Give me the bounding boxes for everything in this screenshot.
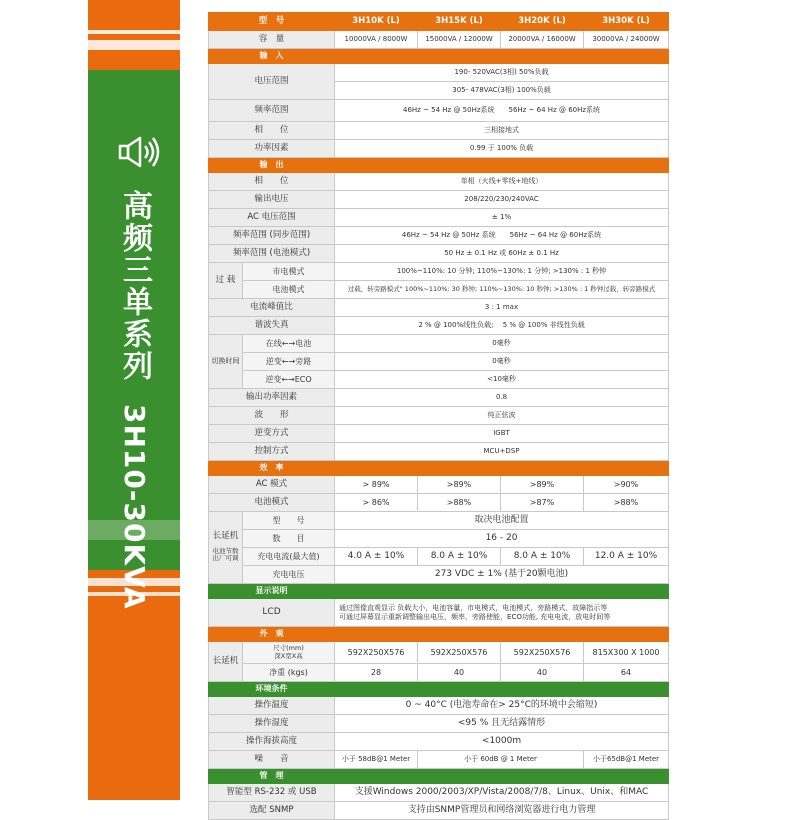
capacity-value: 30000VA / 24000W (584, 31, 669, 49)
banner-stripe (88, 30, 180, 34)
weight-label: 净重 (kgs) (243, 664, 335, 682)
noise-row (209, 751, 669, 769)
crest-value: 3 : 1 max (335, 299, 669, 317)
input-phase-label: 相 位 (209, 122, 335, 140)
opf-value: 0.8 (335, 389, 669, 407)
input-freq-value: 46Hz ~ 54 Hz @ 50Hz系统 56Hz ~ 64 Hz @ 60Hz系统 (335, 100, 669, 122)
capacity-value: 10000VA / 8000W (335, 31, 418, 49)
weight-value: 40 (418, 664, 501, 682)
transfer-3-label: 逆变←→ECO (243, 371, 335, 389)
header-row (209, 13, 669, 31)
section-fill (335, 158, 669, 173)
section-fill (335, 627, 669, 642)
input-freq-row (209, 100, 669, 122)
input-voltage-value: 190- 520VAC(3相) 50%负载 (335, 64, 669, 82)
noise-value: 小于 60dB @ 1 Meter (418, 751, 584, 769)
altitude-row (209, 733, 669, 751)
eff-ac-value: >89% (418, 476, 501, 494)
thd-label: 谐波失真 (209, 317, 335, 335)
transfer-1-value: 0毫秒 (335, 335, 669, 353)
weight-row (209, 664, 669, 682)
dimension-value: 592X250X576 (501, 642, 584, 664)
section-header-management (209, 769, 669, 784)
output-voltage-value: 208/220/230/240VAC (335, 191, 669, 209)
input-voltage-label: 电压范围 (209, 64, 335, 100)
appearance-group-label: 长延机 (209, 642, 243, 682)
eff-batt-value: >88% (584, 494, 669, 512)
output-ac-range-value: ± 1% (335, 209, 669, 227)
battery-count-row (209, 530, 669, 548)
eff-batt-value: >87% (501, 494, 584, 512)
noise-value: 小于 58dB@1 Meter (335, 751, 418, 769)
wave-value: 纯正弦波 (335, 407, 669, 425)
input-pf-label: 功率因素 (209, 140, 335, 158)
section-header-display (209, 584, 669, 599)
banner-title-model: 3H10-30KVA (118, 404, 151, 610)
output-ac-range-row (209, 209, 669, 227)
banner-top-block (88, 0, 180, 70)
inv-label: 逆变方式 (209, 425, 335, 443)
eff-ac-row (209, 476, 669, 494)
ctrl-row (209, 443, 669, 461)
section-fill (335, 49, 669, 64)
model-name: 3H15K (L) (418, 13, 501, 31)
snmp-label: 选配 SNMP (209, 802, 335, 820)
output-ac-range-label: AC 电压范围 (209, 209, 335, 227)
transfer-2-value: 0毫秒 (335, 353, 669, 371)
output-freq-sync-value: 46Hz ~ 54 Hz @ 50Hz 系统 56Hz ~ 64 Hz @ 60Hz系统 (335, 227, 669, 245)
altitude-value: <1000m (335, 733, 669, 751)
wave-row (209, 407, 669, 425)
battery-count-label: 数 目 (243, 530, 335, 548)
lcd-value-line: 可通过屏幕显示重新调整输出电压，频率，旁路使能，ECO功能, 充电电流，放电时间等 (339, 612, 611, 621)
inv-value: IGBT (335, 425, 669, 443)
output-phase-value: 单相（火线+零线+地线） (335, 173, 669, 191)
section-header-input (209, 49, 669, 64)
altitude-label: 操作海拔高度 (209, 733, 335, 751)
speaker-icon (116, 132, 164, 172)
lcd-value-line: 通过图像直观显示 负载大小，电池容量，市电模式，电池模式，旁路模式，故障指示等 (339, 604, 608, 613)
inv-row (209, 425, 669, 443)
noise-value: 小于65dB@1 Meter (584, 751, 669, 769)
eff-batt-value: >88% (418, 494, 501, 512)
section-title: 管 理 (209, 769, 335, 784)
temp-value: 0 ~ 40°C (电池寿命在> 25°C的环境中会缩短) (335, 697, 669, 715)
spec-table (208, 12, 669, 820)
section-fill (335, 461, 669, 476)
ctrl-value: MCU+DSP (335, 443, 669, 461)
section-header-efficiency (209, 461, 669, 476)
section-title: 输 出 (209, 158, 335, 173)
dimension-label-line: 尺寸(mm) (273, 644, 304, 653)
section-title: 效 率 (209, 461, 335, 476)
section-title: 外 观 (209, 627, 335, 642)
transfer-2-label: 逆变←→旁路 (243, 353, 335, 371)
output-phase-row (209, 173, 669, 191)
snmp-row (209, 802, 669, 820)
battery-charge-row (209, 548, 669, 566)
humidity-label: 操作湿度 (209, 715, 335, 733)
overload-batt-value: 过载，转旁路模式" 100%~110%: 30 秒钟; 110%~130%: 10 秒钟; >130% : 1 秒钟过载，转旁路模式 (335, 281, 669, 299)
battery-group-note: 电池节数 出厂可调 (212, 546, 239, 563)
dimension-value: 592X250X576 (335, 642, 418, 664)
capacity-label: 容 量 (209, 31, 335, 49)
smart-row (209, 784, 669, 802)
overload-batt-label: 电池模式 (243, 281, 335, 299)
humidity-row (209, 715, 669, 733)
model-name: 3H30K (L) (584, 13, 669, 31)
transfer-label: 切换时间 (209, 335, 243, 389)
dimension-value: 815X300 X 1000 (584, 642, 669, 664)
crest-label: 电流峰值比 (209, 299, 335, 317)
section-header-appearance (209, 627, 669, 642)
model-name: 3H20K (L) (501, 13, 584, 31)
section-header-output (209, 158, 669, 173)
ctrl-label: 控制方式 (209, 443, 335, 461)
battery-charge-value: 8.0 A ± 10% (501, 548, 584, 566)
dimension-value: 592X250X576 (418, 642, 501, 664)
smart-label: 智能型 RS-232 或 USB (209, 784, 335, 802)
capacity-row (209, 31, 669, 49)
overload-ac-row (209, 263, 669, 281)
input-phase-row (209, 122, 669, 140)
dimension-label-line: 深X宽X高 (274, 651, 303, 660)
output-voltage-label: 输出电压 (209, 191, 335, 209)
smart-value: 支援Windows 2000/2003/XP/Vista/2008/7/8、Linux、Unix、和MAC (335, 784, 669, 802)
battery-charge-value: 4.0 A ± 10% (335, 548, 418, 566)
noise-label: 噪 音 (209, 751, 335, 769)
dimension-label (243, 642, 335, 664)
transfer-row (209, 335, 669, 353)
opf-label: 输出功率因素 (209, 389, 335, 407)
eff-ac-value: >89% (501, 476, 584, 494)
lcd-row (209, 599, 669, 627)
model-name: 3H10K (L) (335, 13, 418, 31)
transfer-row (209, 371, 669, 389)
battery-voltage-row (209, 566, 669, 584)
battery-type-label: 型 号 (243, 512, 335, 530)
section-title: 显示说明 (209, 584, 335, 599)
section-title: 输 入 (209, 49, 335, 64)
banner-stripe (88, 40, 180, 50)
eff-ac-label: AC 模式 (209, 476, 335, 494)
overload-ac-label: 市电模式 (243, 263, 335, 281)
input-pf-value: 0.99 于 100% 负载 (335, 140, 669, 158)
input-phase-value: 三相接地式 (335, 122, 669, 140)
eff-batt-row (209, 494, 669, 512)
battery-group (209, 512, 243, 584)
output-freq-batt-value: 50 Hz ± 0.1 Hz 或 60Hz ± 0.1 Hz (335, 245, 669, 263)
temp-label: 操作温度 (209, 697, 335, 715)
overload-ac-value: 100%~110%: 10 分钟; 110%~130%: 1 分钟; >130% : 1 秒钟 (335, 263, 669, 281)
model-header-label: 型 号 (209, 13, 335, 31)
banner-title (117, 190, 152, 610)
section-title: 环境条件 (209, 682, 335, 697)
battery-voltage-label: 充电电压 (243, 566, 335, 584)
input-pf-row (209, 140, 669, 158)
input-voltage-row (209, 64, 669, 82)
temp-row (209, 697, 669, 715)
output-freq-batt-row (209, 245, 669, 263)
output-freq-sync-row (209, 227, 669, 245)
transfer-1-label: 在线←→电池 (243, 335, 335, 353)
crest-row (209, 299, 669, 317)
lcd-label: LCD (209, 599, 335, 627)
snmp-value: 支持由SNMP管理员和网络浏览器进行电力管理 (335, 802, 669, 820)
transfer-row (209, 353, 669, 371)
eff-ac-value: > 89% (335, 476, 418, 494)
capacity-value: 20000VA / 16000W (501, 31, 584, 49)
capacity-value: 15000VA / 12000W (418, 31, 501, 49)
eff-batt-value: > 86% (335, 494, 418, 512)
battery-group-label: 长延机 (212, 531, 239, 542)
transfer-3-value: <10毫秒 (335, 371, 669, 389)
section-header-environment (209, 682, 669, 697)
battery-type-value: 取决电池配置 (335, 512, 669, 530)
output-phase-label: 相 位 (209, 173, 335, 191)
overload-label: 过 载 (209, 263, 243, 299)
overload-batt-row (209, 281, 669, 299)
input-voltage-value: 305- 478VAC(3相) 100%负载 (335, 82, 669, 100)
battery-count-value: 16 - 20 (335, 530, 669, 548)
humidity-value: <95 % 且无结露情形 (335, 715, 669, 733)
battery-type-row (209, 512, 669, 530)
output-voltage-row (209, 191, 669, 209)
weight-value: 64 (584, 664, 669, 682)
thd-value: 2 % @ 100%线性负载; 5 % @ 100% 非线性负载 (335, 317, 669, 335)
weight-value: 28 (335, 664, 418, 682)
battery-voltage-value: 273 VDC ± 1% (基于20颗电池) (335, 566, 669, 584)
output-freq-batt-label: 频率范围 (电池模式) (209, 245, 335, 263)
battery-charge-label: 充电电流(最大值) (243, 548, 335, 566)
battery-charge-value: 12.0 A ± 10% (584, 548, 669, 566)
opf-row (209, 389, 669, 407)
section-fill (335, 769, 669, 784)
lcd-value (335, 599, 669, 627)
weight-value: 40 (501, 664, 584, 682)
section-fill (335, 682, 669, 697)
thd-row (209, 317, 669, 335)
banner-title-series: 高频三单系列 (117, 190, 152, 382)
section-fill (335, 584, 669, 599)
input-freq-label: 频率范围 (209, 100, 335, 122)
battery-charge-value: 8.0 A ± 10% (418, 548, 501, 566)
eff-batt-label: 电池模式 (209, 494, 335, 512)
dimension-row (209, 642, 669, 664)
eff-ac-value: >90% (584, 476, 669, 494)
output-freq-sync-label: 频率范围 (同步范围) (209, 227, 335, 245)
wave-label: 波 形 (209, 407, 335, 425)
